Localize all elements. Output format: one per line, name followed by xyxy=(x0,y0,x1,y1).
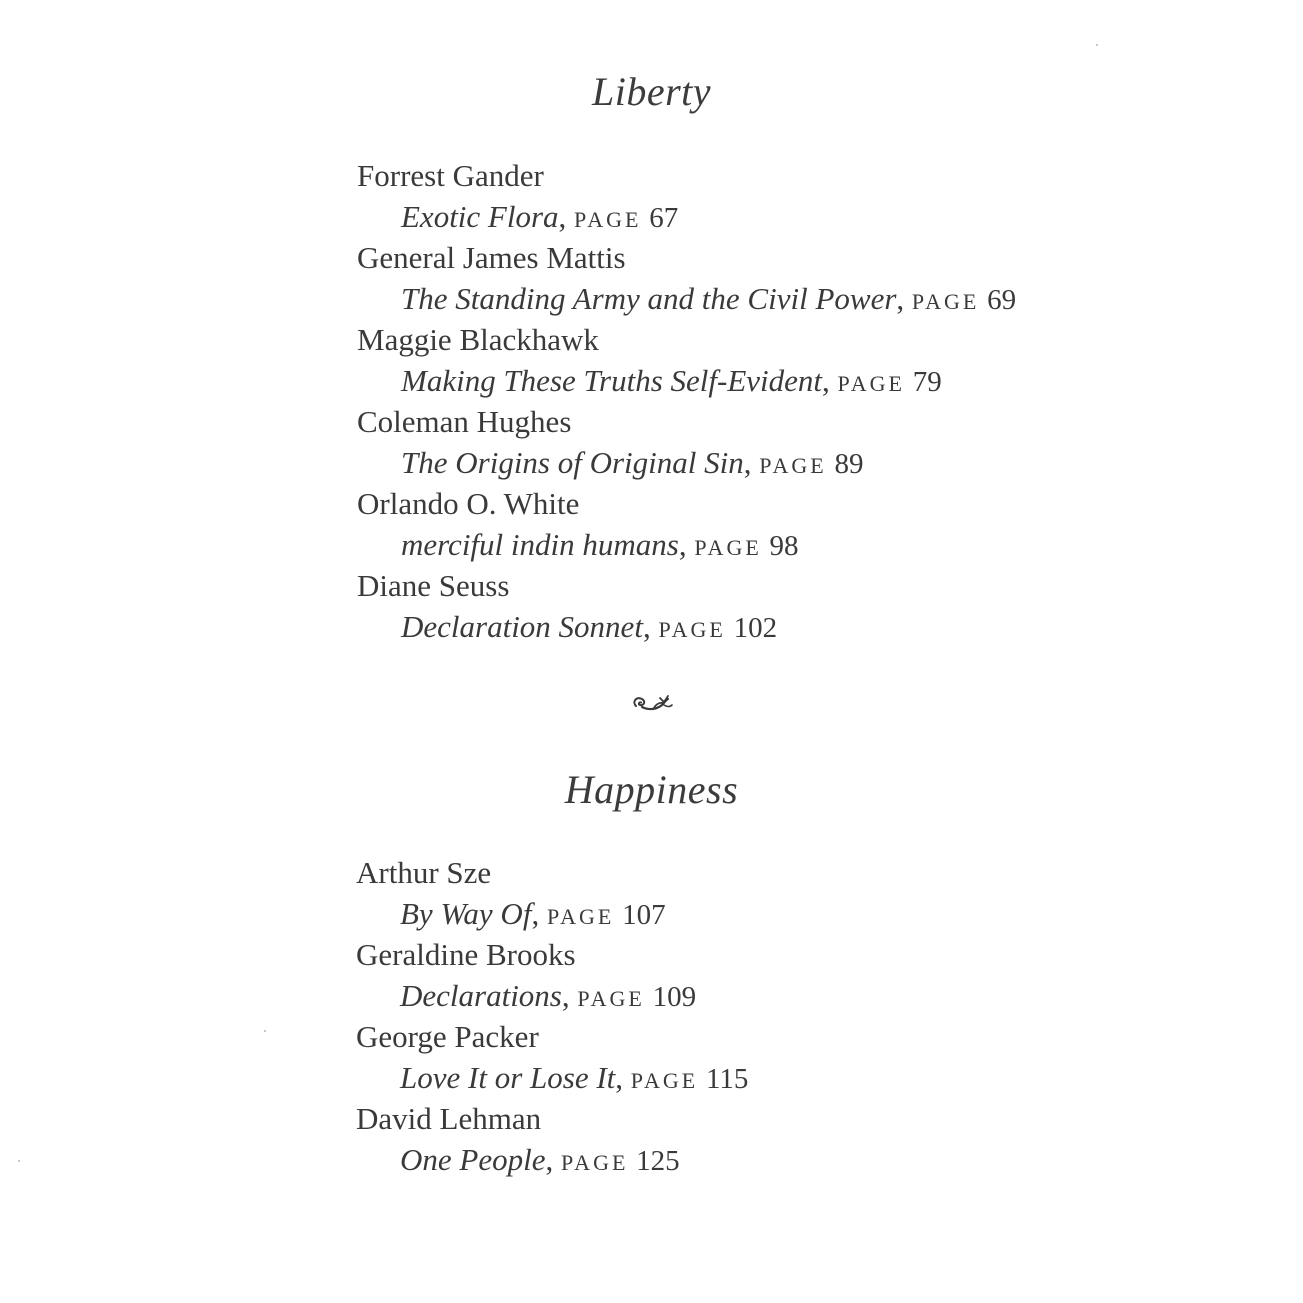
entry-work: Exotic Flora, page 67 xyxy=(401,199,679,234)
entry-page-number: 102 xyxy=(733,612,778,644)
entry-author: Coleman Hughes xyxy=(357,404,572,439)
entry-title: Love It or Lose It xyxy=(400,1060,616,1095)
entry-page-label: page xyxy=(546,896,615,931)
entry-page-number: 98 xyxy=(769,530,799,562)
section-heading-happiness: Happiness xyxy=(564,767,739,812)
entry-title: Exotic Flora xyxy=(401,199,559,234)
toc-entry xyxy=(357,319,1257,401)
entry-title: The Origins of Original Sin xyxy=(401,445,744,480)
entry-page-label: page xyxy=(759,445,827,480)
entry-page-label: page xyxy=(577,978,645,1013)
entry-work: merciful indin humans, page 98 xyxy=(401,527,799,562)
entry-page-number: 109 xyxy=(652,981,697,1013)
scan-speck xyxy=(18,1160,20,1162)
entry-title: By Way Of xyxy=(400,896,532,931)
entry-page-label: page xyxy=(694,527,762,562)
toc-entry xyxy=(356,1016,1256,1098)
entry-author: General James Mattis xyxy=(357,240,626,275)
toc-entry xyxy=(357,237,1257,319)
entry-page-number: 107 xyxy=(622,899,666,931)
entry-page-label: page xyxy=(837,363,905,398)
entry-page-label: page xyxy=(630,1060,699,1095)
entry-work: The Standing Army and the Civil Power, page 69 xyxy=(401,281,1017,316)
toc-entry xyxy=(356,852,1256,934)
scan-speck xyxy=(1096,44,1098,46)
entry-work: Making These Truths Self-Evident, page 79 xyxy=(401,363,942,398)
entry-author: David Lehman xyxy=(356,1101,542,1136)
toc-entry xyxy=(357,155,1257,237)
entry-author: Diane Seuss xyxy=(357,568,510,603)
toc-entry xyxy=(356,1098,1256,1180)
entry-author: Maggie Blackhawk xyxy=(357,322,599,357)
toc-entry xyxy=(357,401,1257,483)
fleuron-ornament-icon xyxy=(630,690,674,716)
entry-title: merciful indin humans xyxy=(401,527,679,562)
scan-speck xyxy=(264,1030,266,1032)
entry-page-number: 69 xyxy=(987,284,1017,316)
entry-work: Love It or Lose It, page 115 xyxy=(400,1060,749,1095)
entry-work: One People, page 125 xyxy=(400,1142,680,1177)
entry-page-label: page xyxy=(658,609,726,644)
entry-title: Declaration Sonnet xyxy=(401,609,643,644)
entry-author: George Packer xyxy=(356,1019,539,1054)
entry-title: Making These Truths Self-Evident xyxy=(401,363,823,398)
entry-author: Arthur Sze xyxy=(356,855,492,890)
entry-work: Declarations, page 109 xyxy=(400,978,697,1013)
section-entries-liberty xyxy=(357,155,1257,647)
entry-page-number: 79 xyxy=(912,366,942,398)
entry-author: Orlando O. White xyxy=(357,486,580,521)
entry-work: Declaration Sonnet, page 102 xyxy=(401,609,778,644)
entry-page-label: page xyxy=(574,199,642,234)
entry-page-number: 115 xyxy=(705,1063,749,1095)
section-heading-liberty: Liberty xyxy=(591,69,712,114)
entry-work: By Way Of, page 107 xyxy=(400,896,666,931)
entry-author: Geraldine Brooks xyxy=(356,937,576,972)
entry-page-number: 89 xyxy=(834,448,864,480)
section-entries-happiness xyxy=(356,852,1256,1180)
entry-page-label: page xyxy=(911,281,980,316)
toc-entry xyxy=(357,565,1257,647)
entry-page-number: 67 xyxy=(649,202,679,234)
entry-page-label: page xyxy=(560,1142,629,1177)
entry-title: The Standing Army and the Civil Power xyxy=(401,281,897,316)
toc-entry xyxy=(356,934,1256,1016)
fleuron-ornament-icon xyxy=(0,690,1303,721)
entry-work: The Origins of Original Sin, page 89 xyxy=(401,445,864,480)
entry-page-number: 125 xyxy=(636,1145,680,1177)
entry-title: Declarations xyxy=(400,978,562,1013)
entry-author: Forrest Gander xyxy=(357,158,544,193)
entry-title: One People xyxy=(400,1142,546,1177)
toc-entry xyxy=(357,483,1257,565)
